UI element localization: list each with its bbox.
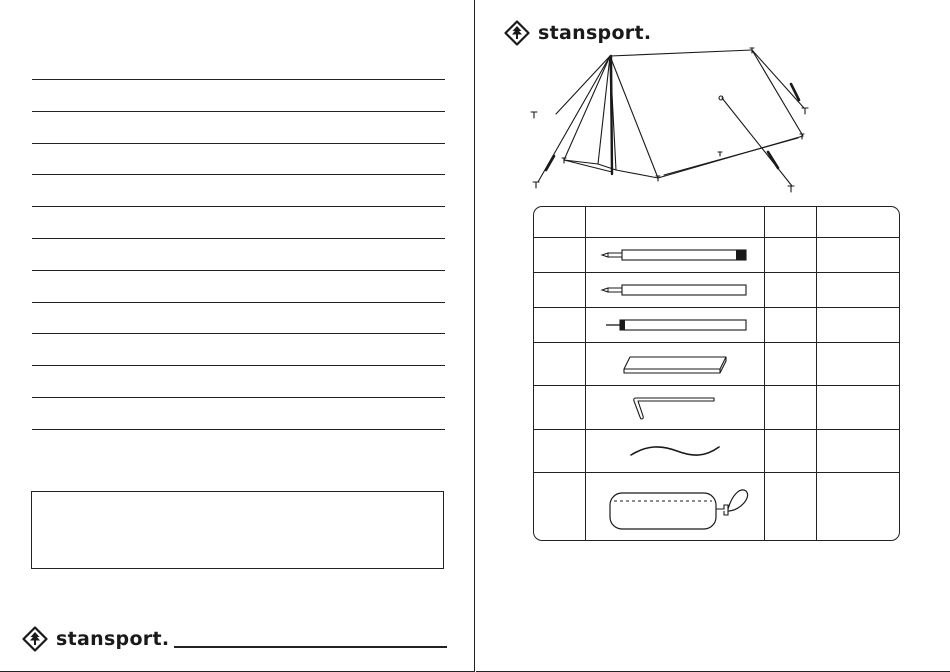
note-line	[32, 111, 445, 112]
footer-rule	[174, 646, 447, 648]
tree-logo-icon	[22, 626, 48, 652]
row-divider	[534, 429, 899, 430]
guy-rope-icon	[586, 441, 764, 461]
note-line	[32, 143, 445, 144]
row-divider	[534, 307, 899, 308]
hex-key-icon	[586, 395, 764, 423]
note-line	[32, 270, 445, 271]
note-line	[32, 174, 445, 175]
note-line	[32, 302, 445, 303]
pole-section-with-ferrule-icon	[586, 317, 764, 333]
row-divider	[534, 385, 899, 386]
row-divider	[534, 342, 899, 343]
note-line	[32, 79, 445, 80]
stuff-sack-icon	[586, 485, 764, 533]
plank-stake-icon	[586, 351, 764, 375]
notice-box	[31, 491, 444, 569]
row-divider	[534, 237, 899, 238]
note-line	[32, 206, 445, 207]
pole-section-with-dark-end-icon	[586, 247, 764, 263]
row-divider	[534, 472, 899, 473]
right-page	[476, 0, 950, 672]
column-divider	[816, 207, 817, 540]
column-divider	[764, 207, 765, 540]
note-line	[32, 333, 445, 334]
note-line	[32, 238, 445, 239]
row-divider	[534, 272, 899, 273]
note-line	[32, 429, 445, 430]
note-line	[32, 397, 445, 398]
tent-diagram	[526, 42, 816, 202]
brand-name: stansport.	[538, 22, 652, 44]
parts-table	[533, 206, 900, 541]
note-line	[32, 365, 445, 366]
footer-brand	[22, 626, 169, 652]
pole-section-plain-icon	[586, 282, 764, 298]
brand-name: stansport.	[56, 628, 170, 650]
